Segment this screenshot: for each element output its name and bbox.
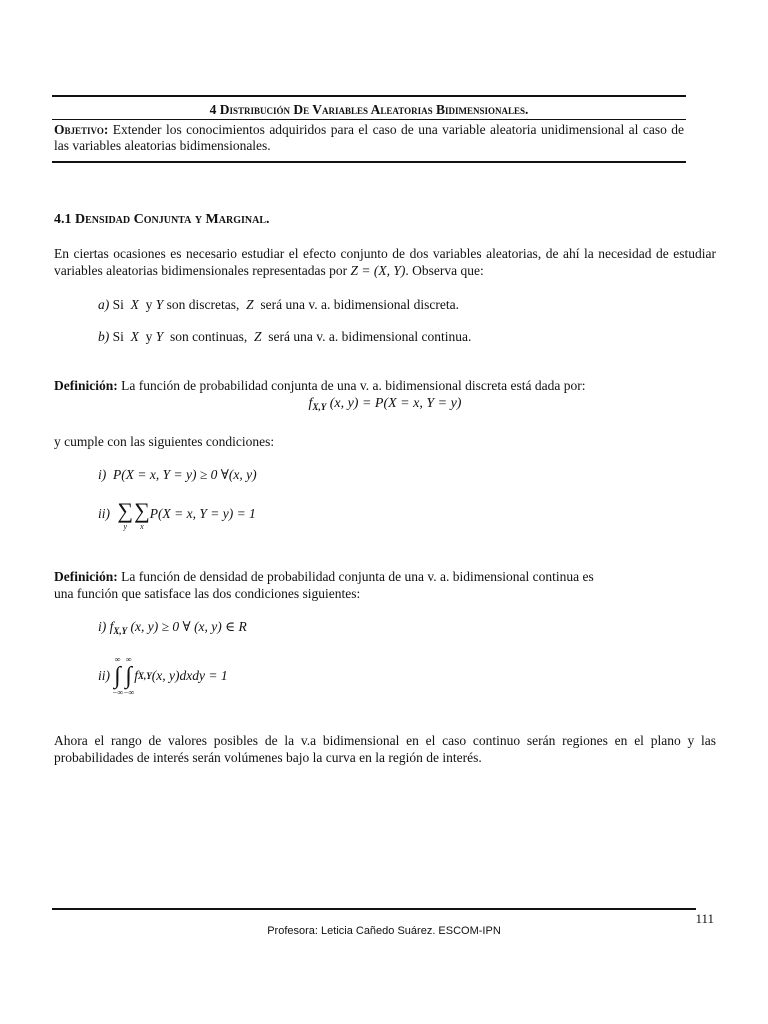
case-a-x: X (130, 297, 139, 312)
case-a-text-1: Si (112, 297, 124, 312)
integral-2 (123, 655, 134, 697)
case-b-and: y (145, 329, 153, 344)
intro-math: Z = (X, Y) (350, 262, 406, 278)
objective-block (54, 122, 684, 154)
page-number: 111 (695, 911, 714, 926)
integral-2-symbol: ∫ (125, 663, 132, 689)
definition-1-condition-ii (98, 500, 256, 531)
condition-ii-formula: P(X = x, Y = y) = 1 (149, 506, 256, 521)
header-bottom-rule (52, 161, 686, 163)
objective-text: Extender los conocimientos adquiridos para el caso de una variable aleatoria unidimensional al caso de las variables aleatorias bidimensionales. (54, 122, 685, 153)
sum-y (117, 500, 133, 531)
case-a-z: Z (246, 297, 254, 312)
section-heading: 4.1 Densidad Conjunta y Marginal. (54, 212, 270, 227)
definition-1-condition-i (98, 467, 257, 483)
intro-paragraph (54, 246, 716, 279)
def2-condition-i-label: i) (98, 619, 107, 634)
case-a-and: y (145, 297, 153, 312)
definition-2 (54, 569, 716, 602)
formula-f: f (308, 396, 313, 411)
header-top-rule (52, 95, 686, 97)
case-b-text-1: Si (112, 329, 124, 344)
case-a-y: Y (155, 297, 164, 312)
chapter-title: 4 Distribución De Variables Aleatorias Bidimensionales. (209, 102, 529, 117)
definition-2-condition-ii (98, 655, 228, 697)
condition-i-formula: P(X = x, Y = y) ≥ 0 ∀(x, y) (113, 467, 257, 482)
case-a (98, 297, 459, 313)
def2-condition-i-rest: (x, y) ≥ 0 ∀ (x, y) ∈ R (130, 619, 247, 634)
condition-i-label: i) (98, 467, 107, 482)
definition-2-text-2: una función que satisface las dos condiciones siguientes: (54, 585, 361, 601)
case-b-label: b) (98, 329, 110, 344)
integral-2-upper: ∞ (125, 655, 132, 664)
def2-condition-i-sub: X,Y (113, 626, 128, 636)
title-underline (52, 119, 686, 120)
conditions-intro: y cumple con las siguientes condiciones: (54, 434, 275, 449)
def2-condition-ii-sub: X,Y (137, 671, 152, 681)
integral-1 (112, 655, 123, 697)
case-b-text-3: será una v. a. bidimensional continua. (268, 329, 472, 344)
def2-condition-ii-label: ii) (98, 668, 110, 683)
formula-subscript: X,Y (312, 402, 327, 412)
definition-2-condition-i (98, 619, 247, 636)
definition-1 (54, 378, 716, 395)
case-b-x: X (130, 329, 139, 344)
integral-1-upper: ∞ (114, 655, 121, 664)
intro-text-1: En ciertas ocasiones es necesario estudiar el efecto conjunto de dos variables aleatorias, de ahí la necesidad de estudiar variables aleatorias bidimensionales representadas por (54, 246, 716, 278)
integral-2-lower: −∞ (123, 688, 135, 697)
formula-rest: (x, y) = P(X = x, Y = y) (329, 396, 462, 411)
sum-y-symbol: ∑ (117, 498, 134, 523)
def2-condition-i-f: f (109, 619, 114, 634)
case-b-y: Y (155, 329, 164, 344)
sum-x-index: x (140, 522, 144, 531)
def2-condition-ii-f: f (134, 668, 138, 683)
integral-1-symbol: ∫ (114, 663, 121, 689)
intro-text-2: . Observa que: (405, 262, 484, 278)
case-a-text-3: será una v. a. bidimensional discreta. (260, 297, 459, 312)
sum-y-index: y (123, 522, 127, 531)
footer-author: Profesora: Leticia Cañedo Suárez. ESCOM-IPN (267, 925, 501, 937)
case-a-text-2: son discretas, (166, 297, 240, 312)
definition-1-text: La función de probabilidad conjunta de una v. a. bidimensional discreta está dada por: (121, 378, 586, 393)
definition-2-label: Definición: (54, 569, 118, 584)
objective-label: Objetivo: (54, 122, 109, 137)
footer-rule (52, 908, 696, 910)
closing-paragraph: Ahora el rango de valores posibles de la v.a bidimensional en el caso continuo serán regiones en el plano y las probabilidades de interés serán volúmenes bajo la curva en la región de interés. (54, 733, 716, 765)
case-b (98, 329, 471, 345)
case-b-text-2: son continuas, (170, 329, 248, 344)
sum-x (134, 500, 150, 531)
condition-ii-label: ii) (98, 506, 110, 521)
definition-2-text-1: La función de densidad de probabilidad conjunta de una v. a. bidimensional continua es (121, 569, 594, 584)
case-b-z: Z (254, 329, 262, 344)
sum-x-symbol: ∑ (134, 498, 150, 523)
integral-1-lower: −∞ (112, 688, 124, 697)
definition-1-formula (54, 396, 716, 412)
case-a-label: a) (98, 297, 110, 312)
def2-condition-ii-rest: (x, y)dxdy = 1 (151, 668, 228, 683)
definition-1-label: Definición: (54, 378, 118, 393)
